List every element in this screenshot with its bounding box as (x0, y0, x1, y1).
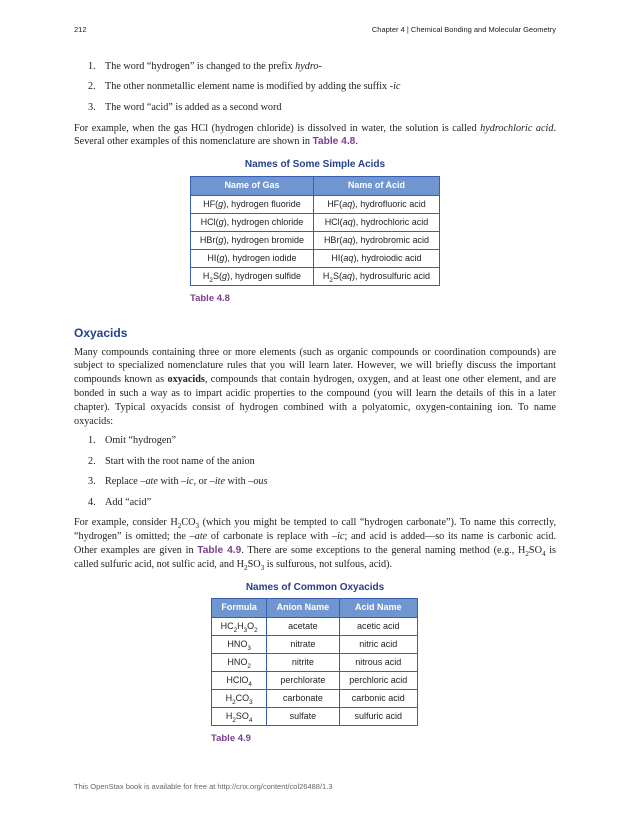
list-item: 2. Start with the root name of the anion (88, 455, 255, 467)
anion-cell: acetate (267, 618, 339, 636)
table-4-8-link[interactable]: Table 4.8 (312, 136, 356, 148)
formula-cell: $H_2SO_4$ (212, 708, 267, 726)
paragraph: For example, consider $H_2CO_3$ (which you might be tempted to call “hydrogen carbonate”). To name this correctly, “hydrogen” is omitted; the –ate of carbonate is replace with –ic; and acid is added—so its name is carbonic acid. Other examples are given in Table 4.9. There are some exceptions to the general naming method (e.g., $H_2SO_4$ is called sulfuric acid, not sulfic acid, and $H_2SO_3$ is sulfurous, not sulfous, acid). (74, 517, 557, 572)
page-footer: This OpenStax book is available for free at http://cnx.org/content/col26488/1.3 (74, 782, 333, 791)
list-item: 3. The word “acid” is added as a second word (88, 101, 282, 113)
anion-cell: nitrite (267, 654, 339, 672)
formula-cell: $HNO_2$ (212, 654, 267, 672)
list-item: 3. Replace –ate with –ic, or –ite with –ous (88, 476, 268, 488)
table-4-9-link[interactable]: Table 4.9 (197, 544, 242, 556)
list-item: 2. The other nonmetallic element name is modified by adding the suffix -ic (88, 81, 401, 93)
table-row (212, 708, 418, 726)
formula-cell: $HNO_3$ (212, 636, 267, 654)
table-4-8-title: Names of Some Simple Acids (244, 159, 386, 171)
table-row: HF(g), hydrogen fluoride HF(aq), hydrofluoric acid (191, 195, 440, 213)
table-row (212, 618, 418, 636)
acid-naming-rules (74, 60, 556, 115)
table-row (212, 690, 418, 708)
acid-cell: carbonic acid (339, 690, 417, 708)
table-4-8-caption: Table 4.8 (190, 292, 230, 304)
table-4-9-wrap (74, 598, 556, 746)
anion-cell: carbonate (267, 690, 339, 708)
table-row (212, 636, 418, 654)
column-header: Formula (212, 599, 267, 618)
paragraph: For example, when the gas HCl (hydrogen chloride) is dissolved in water, the solution is called hydrochloric acid. Several other examples of this nomenclature are shown in Table 4.8. (74, 122, 556, 148)
table-4-9 (211, 598, 418, 726)
table-4-9-caption: Table 4.9 (211, 733, 251, 745)
table-4-9-title: Names of Common Oxyacids (245, 581, 385, 593)
table-4-8 (190, 176, 440, 286)
table-row: HBr(g), hydrogen bromide HBr(aq), hydrobromic acid (191, 231, 440, 249)
formula-cell: $HC_2H_3O_2$ (212, 618, 267, 636)
acid-cell: acetic acid (339, 618, 417, 636)
list-item: 1. Omit “hydrogen” (88, 435, 177, 447)
paragraph: Many compounds containing three or more elements (such as organic compounds or coordination compounds) are subject to specialized nomenclature rules that you will learn later. However, we will briefly discuss the important compounds known as oxyacids, compounds that contain hydrogen, oxygen, and at least one other element, and are bonded in such a way as to impart acidic properties to the compound (you will learn the details of this in a later chapter). Typical oxyacids consist of hydrogen combined with a polyatomic, oxygen-containing ion. To name oxyacids: (74, 346, 556, 427)
oxyacid-naming-rules (74, 434, 556, 509)
table-row: HCl(g), hydrogen chloride HCl(aq), hydrochloric acid (191, 213, 440, 231)
anion-cell: sulfate (267, 708, 339, 726)
acid-cell: perchloric acid (339, 672, 417, 690)
column-header: Anion Name (267, 599, 339, 618)
section-heading-oxyacids: Oxyacids (74, 325, 128, 340)
anion-cell: nitrate (267, 636, 339, 654)
list-item: 1. The word “hydrogen” is changed to the prefix hydro- (88, 61, 322, 72)
page-number: 212 (74, 25, 87, 34)
column-header: Name of Gas (191, 176, 314, 195)
table-row (212, 672, 418, 690)
table-row: $H_2S(g)$, hydrogen sulfide $H_2S(aq)$, hydrosulfuric acid (191, 267, 440, 285)
column-header: Acid Name (339, 599, 417, 618)
table-row: HI(g), hydrogen iodide HI(aq), hydroiodic acid (191, 249, 440, 267)
formula-cell: HClO$_4$ (212, 672, 267, 690)
list-item: 4. Add “acid” (88, 496, 152, 508)
formula-cell: $H_2CO_3$ (212, 690, 267, 708)
acid-cell: sulfuric acid (339, 708, 417, 726)
anion-cell: perchlorate (267, 672, 339, 690)
table-row (212, 654, 418, 672)
acid-cell: nitric acid (339, 636, 417, 654)
page-content (74, 60, 556, 746)
acid-cell: nitrous acid (339, 654, 417, 672)
column-header: Name of Acid (313, 176, 439, 195)
chapter-header: Chapter 4 | Chemical Bonding and Molecular Geometry (371, 25, 556, 34)
table-4-8-wrap (74, 176, 556, 306)
